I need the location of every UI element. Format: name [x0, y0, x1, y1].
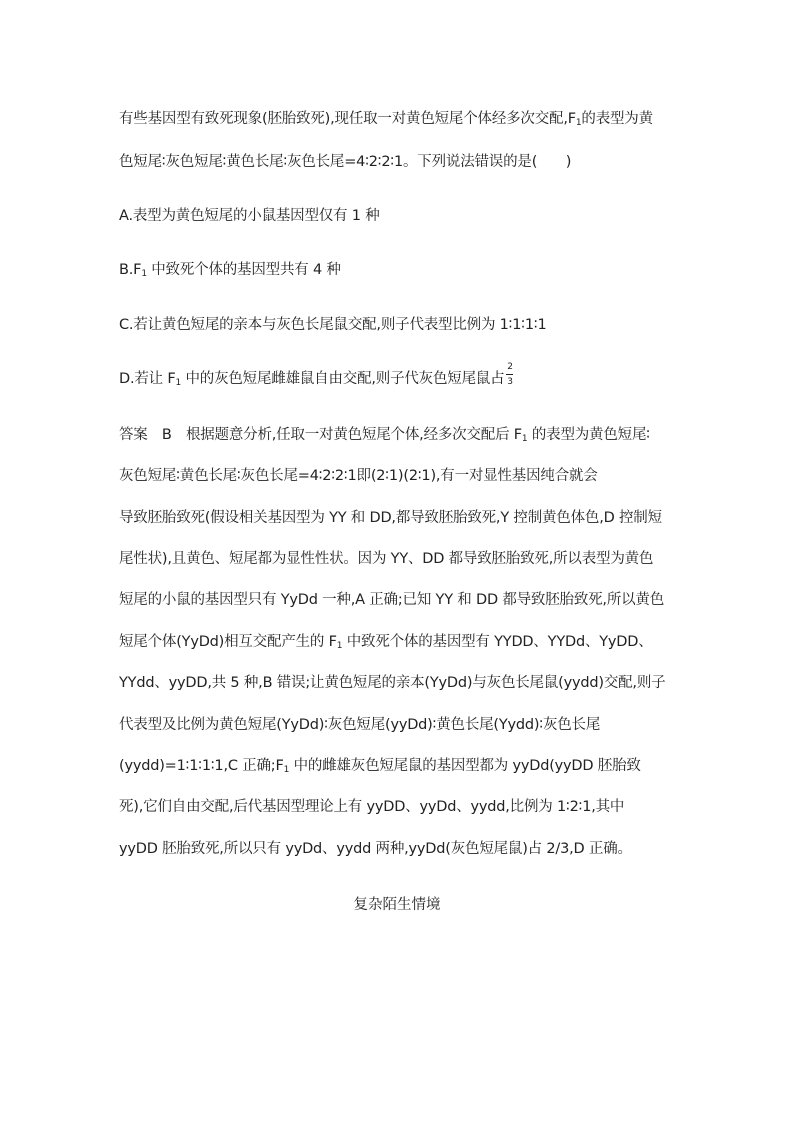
answer-line-11: yyDD 胚胎致死,所以只有 yyDd、yydd 两种,yyDd(灰色短尾鼠)占 2/3,D 正确。	[119, 841, 632, 857]
fraction-two-thirds: $\frac{2}{3}$	[507, 362, 513, 387]
question-line-2: 色短尾∶灰色短尾∶黄色长尾∶灰色长尾=4∶2∶2∶1。下列说法错误的是( )	[119, 154, 572, 170]
answer-line-3: 导致胚胎致死(假设相关基因型为 YY 和 DD,都导致胚胎致死,Y 控制黄色体色,D 控制短	[119, 510, 662, 526]
option-a: A.表型为黄色短尾的小鼠基因型仅有 1 种	[119, 208, 380, 224]
question-line-1: 有些基因型有致死现象(胚胎致死),现任取一对黄色短尾个体经多次交配$,F_1$的表型为黄	[119, 111, 653, 128]
answer-line-1: 答案 B 根据题意分析,任取一对黄色短尾个体,经多次交配后 $F_1$ 的表型为黄色短尾∶	[119, 427, 650, 444]
answer-line-10: 死),它们自由交配,后代基因型理论上有 yyDD、yyDd、yydd,比例为 1∶2∶1,其中	[119, 799, 625, 815]
section-heading: 复杂陌生情境	[353, 897, 441, 913]
option-d: D.若让 $F_1$ 中的灰色短尾雌雄鼠自由交配,则子代灰色短尾鼠占 $\frac{2}{3}$	[119, 362, 513, 388]
answer-line-6: 短尾个体(YyDd)相互交配产生的 $F_1$ 中致死个体的基因型有 YYDD、YYDd、YyDD、	[119, 634, 653, 651]
answer-line-2: 灰色短尾∶黄色长尾∶灰色长尾=4∶2∶2∶1即(2∶1)(2∶1),有一对显性基因纯合就会	[119, 468, 598, 484]
answer-line-7: YYdd、yyDD,共 5 种,B 错误;让黄色短尾的亲本(YyDd)与灰色长尾鼠(yydd)交配,则子	[119, 675, 666, 691]
answer-line-8: 代表型及比例为黄色短尾(YyDd)∶灰色短尾(yyDd)∶黄色长尾(Yydd)∶灰色长尾	[119, 717, 601, 733]
option-c: C.若让黄色短尾的亲本与灰色长尾鼠交配,则子代表型比例为 1∶1∶1∶1	[119, 317, 547, 333]
answer-line-5: 短尾的小鼠的基因型只有 YyDd 一种,A 正确;已知 YY 和 DD 都导致胚胎致死,所以黄色	[119, 592, 665, 608]
answer-line-4: 尾性状),且黄色、短尾都为显性性状。因为 YY、DD 都导致胚胎致死,所以表型为黄色	[119, 551, 654, 567]
option-b: $B.F_1$ 中致死个体的基因型共有 4 种	[119, 262, 341, 279]
answer-line-9: (yydd)=1∶1∶1∶1,C 正确$;F_1$ 中的雌雄灰色短尾鼠的基因型都为 yyDd(yyDD 胚胎致	[119, 758, 641, 775]
